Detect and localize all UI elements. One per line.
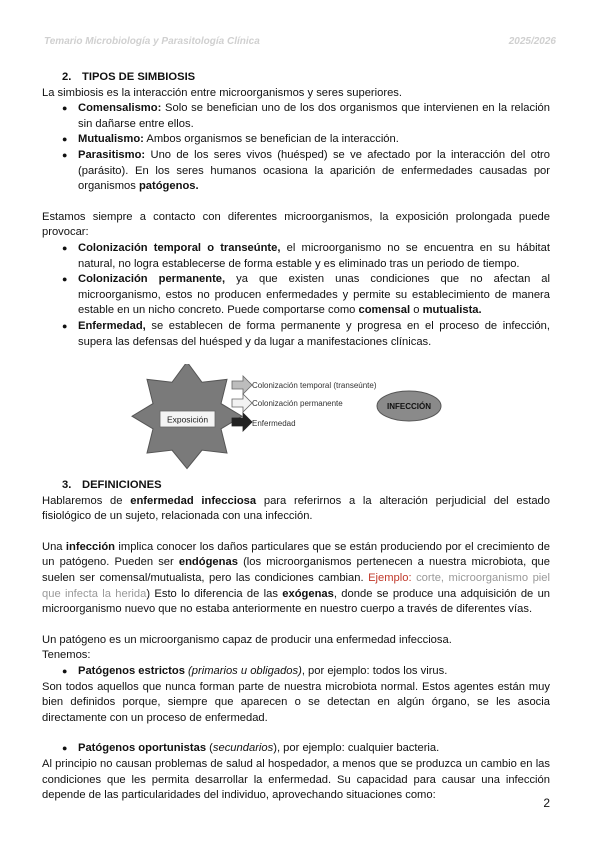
arrow-permanent <box>232 394 252 412</box>
exposure-list <box>42 241 550 350</box>
arrow-temporal <box>232 376 252 394</box>
definition-paragraph-1: Hablaremos de enfermedad infecciosa para referirnos a la alteración perjudicial del estado fisiológico de un sujeto, relacionada con una infección. <box>42 494 550 523</box>
exposure-diagram <box>42 364 550 470</box>
header-title: Temario Microbiología y Parasitología Clínica <box>44 36 260 47</box>
pathogen-definition: Un patógeno es un microorganismo capaz de producir una enfermedad infecciosa. <box>42 633 452 646</box>
page-number: 2 <box>543 796 550 810</box>
exposure-label: Exposición <box>166 414 209 425</box>
list-item: ● Patógenos estrictos (primarios u obligados), por ejemplo: todos los virus. <box>62 664 550 680</box>
arrow-temporal-label: Colonización temporal (transeúnte) <box>252 381 377 391</box>
list-item: ● Enfermedad, se establecen de forma permanente y progresa en el proceso de infección, supera las defensas del huésped y da lugar a manifestaciones clínicas. <box>62 319 550 350</box>
arrow-permanent-label: Colonización permanente <box>252 399 343 409</box>
arrow-disease-label: Enfermedad <box>252 419 296 429</box>
definition-paragraph-2: Una infección implica conocer los daños particulares que se están produciendo por el crecimiento de un patógeno. Pueden ser endógenas (los microorganismos pertenecen a nuestra microbiota, que suelen ser comensal/mutualista, pero las condiciones cambian. Ejemplo: corte, microorganismo piel que infecta la herida) Esto lo diferencia de las exógenas, donde se produce una adquisición de un microorganismo nuevo que no estaba anteriormente en nuestro cuerpo a través de diferentes vías. <box>42 540 551 616</box>
page-header <box>44 36 556 47</box>
strict-pathogens-desc: Son todos aquellos que nunca forman parte de nuestra microbiota normal. Estos agentes están muy bien definidos porque, siempre que aparecen o se detectan en algún órgano, se les asocia directamente con un proceso de enfermedad. <box>42 680 550 724</box>
strict-pathogens-list <box>42 664 550 680</box>
section-2-title: 2. TIPOS DE SIMBIOSIS <box>62 71 196 83</box>
list-item: ● Colonización temporal o transeúnte, el microorganismo no se encuentra en su hábitat natural, no logra establecerse de forma estable y es eliminado tras un periodo de tiempo. <box>62 241 550 272</box>
list-item: ● Parasitismo: Uno de los seres vivos (huésped) se ve afectado por la interacción del otro (parásito). En los seres humanos ocasiona la aparición de enfermedades causadas por organismos patógenos. <box>62 148 550 195</box>
exposure-diagram-svg <box>42 364 550 470</box>
list-item: ● Colonización permanente, ya que existen unas condiciones que no afectan al microorganismo, estos no producen enfermedades y permite su establecimiento de manera estable en un nicho concreto. Puede comportarse como comensal o mutualista. <box>62 272 550 319</box>
pathogen-intro: Tenemos: <box>42 649 91 662</box>
opportunistic-pathogens-list <box>42 741 550 757</box>
list-item: ● Comensalismo: Solo se benefician uno de los dos organismos que intervienen en la relación sin dañarse entre ellos. <box>62 101 550 132</box>
header-year: 2025/2026 <box>508 36 556 47</box>
symbiosis-list <box>42 101 550 195</box>
section-3-title: 3. DEFINICIONES <box>62 479 162 492</box>
list-item: ● Patógenos oportunistas (secundarios), por ejemplo: cualquier bacteria. <box>62 741 550 757</box>
opportunistic-pathogens-desc: Al principio no causan problemas de salud al hospedador, a menos que se produzca un cambio en las condiciones que les permita desarrollar la enfermedad. Su capacidad para causar una infección depende de las particularidades del individuo, aprovechando situaciones como: <box>42 758 550 802</box>
section-2-intro: La simbiosis es la interacción entre microorganismos y seres superiores. <box>42 86 403 99</box>
list-item: ● Mutualismo: Ambos organismos se benefician de la interacción. <box>62 132 550 148</box>
contact-intro: Estamos siempre a contacto con diferentes microorganismos, la exposición prolongada puede provocar: <box>42 210 550 239</box>
document-body <box>42 70 550 804</box>
infection-label: INFECCIÓN <box>387 402 431 412</box>
